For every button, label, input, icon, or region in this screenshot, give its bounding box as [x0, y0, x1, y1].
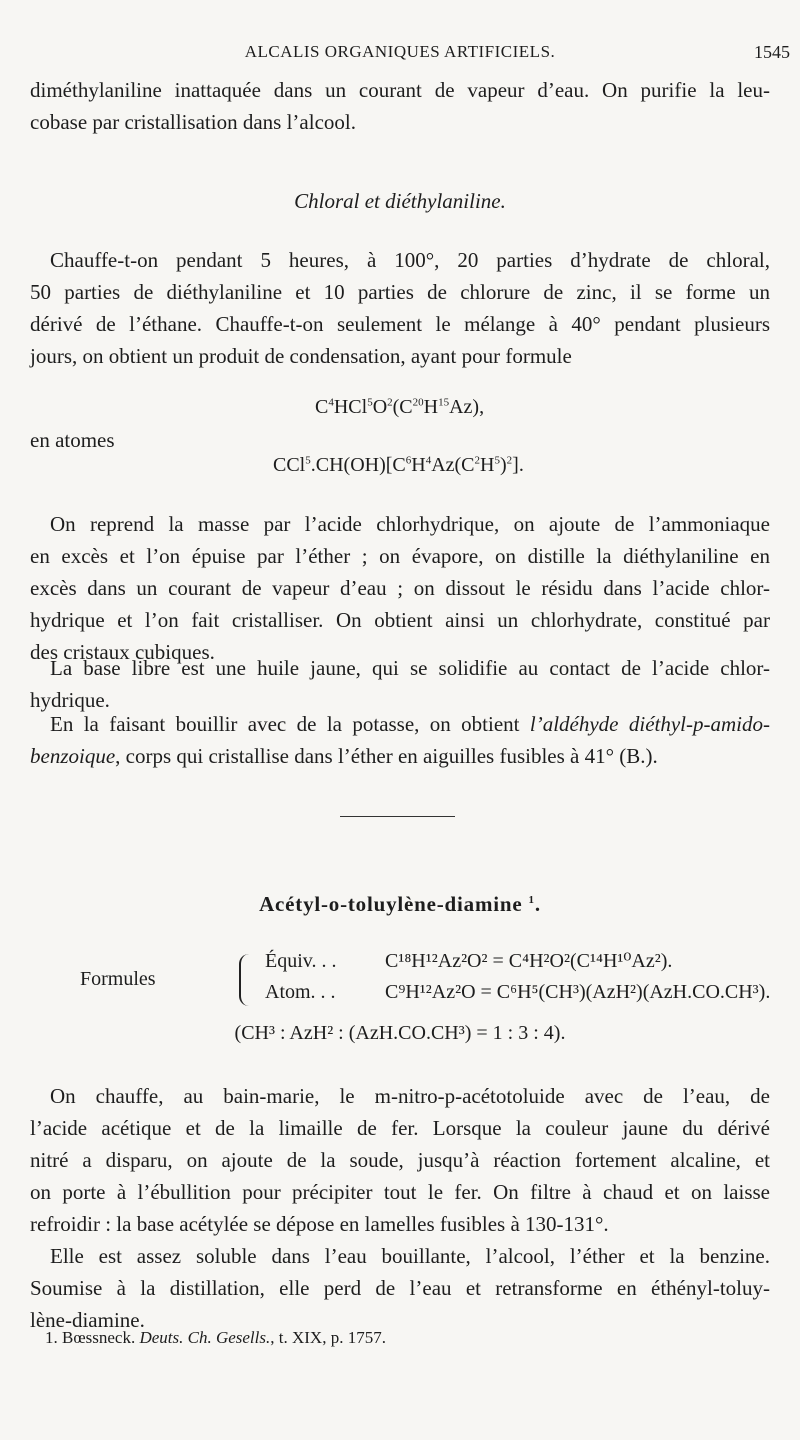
text-line: benzoique, corps qui cristallise dans l’éther en aiguilles fusibles à 41° (B.). — [30, 744, 658, 768]
text-line: On reprend la masse par l’acide chlorhydrique, on ajoute de l’ammoniaque — [50, 512, 770, 536]
text-line: l’acide acétique et de la limaille de fer. Lorsque la couleur jaune du dérivé — [30, 1116, 770, 1140]
section-divider — [340, 816, 455, 817]
text-line: jours, on obtient un produit de condensation, ayant pour formule — [30, 344, 572, 368]
footnote-reference-detail: , t. XIX, p. 1757. — [270, 1328, 386, 1347]
page-number: 1545 — [754, 42, 790, 62]
paragraph-acetyl-properties — [30, 1240, 770, 1336]
text-line: excès dans un courant de vapeur d’eau ; on dissout le résidu dans l’acide chlor- — [30, 576, 770, 600]
paragraph-acetyl-procedure — [30, 1080, 770, 1240]
footnote — [45, 1328, 386, 1348]
formula-ratio: (CH³ : AzH² : (AzH.CO.CH³) = 1 : 3 : 4). — [234, 1022, 566, 1044]
text-line: hydrique et l’on fait cristalliser. On obtient ainsi un chlorhydrate, constitué par — [30, 608, 770, 632]
footnote-reference: 1 — [528, 894, 535, 906]
formula-equivalents: $C^4HCl^5O^2(C^{20}H^{15}Az)$, — [315, 396, 485, 418]
text-line: en excès et l’on épuise par l’éther ; on évapore, on distille la diéthylaniline en — [30, 544, 770, 568]
text-line: hydrique. — [30, 688, 110, 712]
footnote-author: Bœssneck. — [62, 1328, 136, 1347]
text-line: En la faisant bouillir avec de la potasse, on obtient l’aldéhyde diéthyl-p-amido- — [50, 712, 770, 736]
footnote-journal: Deuts. Ch. Gesells. — [139, 1328, 271, 1347]
formulas-label: Formules — [80, 968, 156, 990]
text-line: Soumise à la distillation, elle perd de l’eau et retransforme en éthényl-toluy- — [30, 1276, 770, 1300]
paragraph-chloral-procedure — [30, 508, 770, 668]
brace-icon — [239, 954, 251, 1006]
formula-atoms: $CCl^5.CH(OH)[C^6H^4Az(C^2H^5)^2]$. — [273, 454, 524, 476]
footnote-number: 1. — [45, 1328, 58, 1347]
text-line: nitré a disparu, on ajoute de la soude, jusqu’à réaction fortement alcaline, et — [30, 1148, 770, 1172]
text-line: 50 parties de diéthylaniline et 10 parties de chlorure de zinc, il se forme un — [30, 280, 770, 304]
text-line: lène-diamine. — [30, 1308, 145, 1332]
text-line: cobase par cristallisation dans l’alcool. — [30, 110, 356, 134]
text-line: Chauffe-t-on pendant 5 heures, à 100°, 20 parties d’hydrate de chloral, — [50, 248, 770, 272]
header-title: ALCALIS ORGANIQUES ARTIFICIELS. — [244, 42, 556, 61]
paragraph-potash — [30, 708, 770, 772]
text-line: des cristaux cubiques. — [30, 640, 215, 664]
paragraph-free-base — [30, 652, 770, 716]
text-line: On chauffe, au bain-marie, le m-nitro-p-acétotoluide avec de l’eau, de — [50, 1084, 770, 1108]
running-header — [0, 42, 800, 72]
section-title-acetyl: Acétyl-o-toluylène-diamine $^1$. — [259, 892, 541, 916]
en-atomes-label: en atomes — [30, 428, 115, 452]
text-line: Elle est assez soluble dans l’eau bouillante, l’alcool, l’éther et la benzine. — [50, 1244, 770, 1268]
formula-row-equiv: Équiv. . . C¹⁸H¹²Az²O² = C⁴H²O²(C¹⁴H¹⁰Az²). — [265, 950, 673, 972]
text-line: refroidir : la base acétylée se dépose en lamelles fusibles à 130-131°. — [30, 1212, 609, 1236]
paragraph-chloral-intro — [30, 244, 770, 372]
formulas-table — [75, 948, 775, 1018]
paragraph-continuation — [30, 74, 770, 138]
text-line: on porte à l’ébullition pour précipiter tout le fer. On filtre à chaud et on laisse — [30, 1180, 770, 1204]
formula-row-atom: Atom. . . C⁹H¹²Az²O = C⁶H⁵(CH³)(AzH²)(AzH.CO.CH³). — [265, 981, 771, 1003]
text-line: diméthylaniline inattaquée dans un courant de vapeur d’eau. On purifie la leu- — [30, 78, 770, 102]
text-line: La base libre est une huile jaune, qui se solidifie au contact de l’acide chlor- — [50, 656, 770, 680]
section-title-chloral: Chloral et diéthylaniline. — [294, 189, 506, 213]
text-line: dérivé de l’éthane. Chauffe-t-on seulement le mélange à 40° pendant plusieurs — [30, 312, 770, 336]
